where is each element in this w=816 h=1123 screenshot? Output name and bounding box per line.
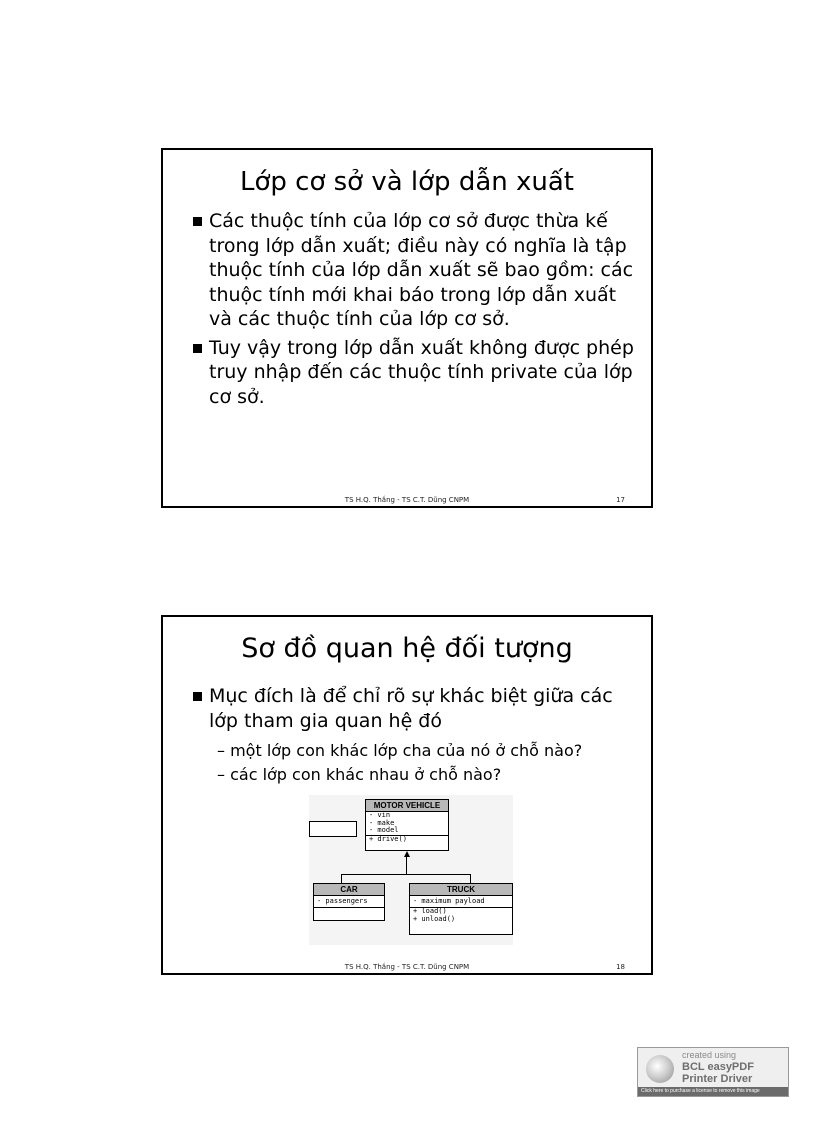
empty-class-box	[309, 821, 357, 837]
watermark-line1: created using	[682, 1050, 737, 1060]
attribute: - passengers	[317, 897, 368, 905]
purchase-license-link[interactable]: Click here to purchase a license to remove this image	[638, 1087, 788, 1096]
footer-authors: TS H.Q. Thắng - TS C.T. Dũng CNPM	[344, 963, 470, 971]
bullet-square-icon	[193, 217, 202, 226]
sub-bullet-item: – các lớp con khác nhau ở chỗ nào?	[217, 765, 502, 784]
method: + drive()	[369, 834, 407, 843]
uml-class-truck	[409, 883, 513, 935]
method: + load()	[413, 907, 447, 915]
bullet-list	[193, 209, 635, 413]
bullet-square-icon	[193, 692, 202, 701]
separator	[314, 907, 384, 908]
uml-class-diagram	[309, 795, 513, 945]
connector-line	[470, 874, 471, 883]
connector-line	[341, 874, 342, 883]
page-number: 18	[616, 963, 625, 971]
bullet-item: Các thuộc tính của lớp cơ sở được thừa kế trong lớp dẫn xuất; điều này có nghĩa là tập thuộc tính của lớp dẫn xuất sẽ bao gồm: các thuộc tính mới khai báo trong lớp dẫn xuất và các thuộc tính của lớp cơ sở.	[193, 209, 635, 332]
sub-bullet-list	[217, 739, 582, 787]
bullet-item: Tuy vậy trong lớp dẫn xuất không được phép truy nhập đến các thuộc tính private của lớp cơ sở.	[193, 336, 635, 410]
slide-17	[161, 148, 653, 508]
class-name: MOTOR VEHICLE	[366, 800, 448, 812]
slide-title: Sơ đồ quan hệ đối tượng	[241, 633, 573, 664]
attribute: - maximum payload	[413, 897, 485, 905]
footer-authors: TS H.Q. Thắng - TS C.T. Dũng CNPM	[344, 496, 470, 504]
bullet-list	[193, 684, 635, 737]
method: + unload()	[413, 914, 456, 923]
connector-line	[341, 874, 471, 875]
class-name: TRUCK	[410, 884, 512, 896]
printer-disc-icon	[646, 1055, 674, 1083]
watermark-line2: BCL easyPDF	[682, 1061, 754, 1073]
easypdf-watermark[interactable]	[637, 1047, 789, 1097]
attribute: - vin	[369, 811, 391, 819]
watermark-line3: Printer Driver	[682, 1073, 753, 1085]
bullet-item: Mục đích là để chỉ rõ sự khác biệt giữa các lớp tham gia quan hệ đó	[193, 684, 635, 733]
sub-bullet-item: – một lớp con khác lớp cha của nó ở chỗ nào?	[217, 741, 583, 760]
uml-class-car	[313, 883, 385, 921]
connector-line	[406, 856, 407, 874]
slide-18	[161, 615, 653, 975]
attribute: - make	[369, 818, 395, 827]
slide-title: Lớp cơ sở và lớp dẫn xuất	[239, 167, 574, 197]
attribute: - model	[369, 826, 399, 834]
class-name: CAR	[314, 884, 384, 896]
uml-class-motor-vehicle	[365, 799, 449, 851]
page-number: 17	[616, 496, 625, 504]
inheritance-arrow-icon	[404, 851, 410, 857]
bullet-square-icon	[193, 344, 202, 353]
